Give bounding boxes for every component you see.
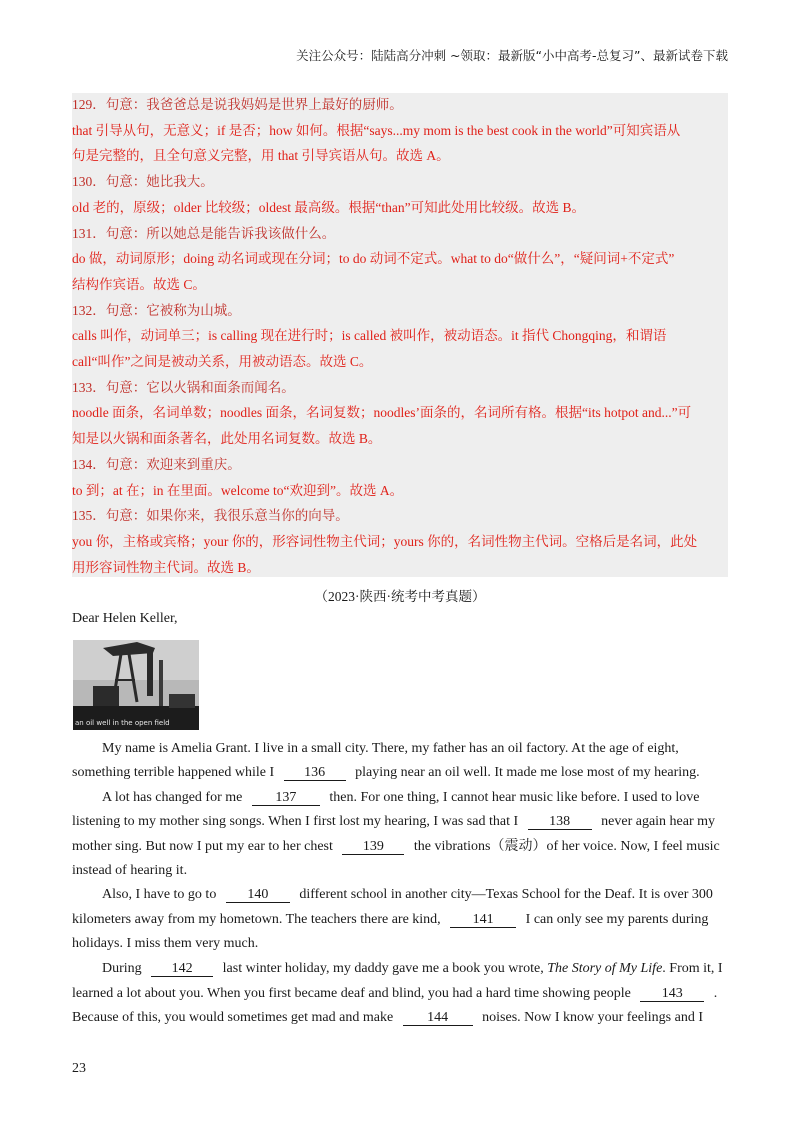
blank-138[interactable]: 138 — [528, 814, 592, 830]
passage-line: learned a lot about you. When you first became deaf and blind, you had a hard time showing people 143 . — [72, 986, 718, 1001]
passage-line: During 142 last winter holiday, my daddy gave me a book you wrote, The Story of My Life. From it, I — [102, 961, 723, 976]
answer-explanation-line: you 你，主格或宾格；your 你的，形容词性物主代词；yours 你的，名词性物主代词。空格后是名词，此处 — [72, 534, 698, 549]
blank-144[interactable]: 144 — [403, 1010, 473, 1026]
passage-line: something terrible happened while I 136 playing near an oil well. It made me lose most of my hearing. — [72, 765, 700, 780]
passage-line: instead of hearing it. — [72, 863, 188, 878]
answer-heading: 132．句意：它被称为山城。 — [72, 303, 241, 318]
page-header: 关注公众号：陆陆高分冲刺 ~领取：最新版“小中高考-总复习”、最新试卷下载 — [296, 48, 728, 63]
blank-143[interactable]: 143 — [640, 986, 704, 1002]
answer-heading: 133．句意：它以火锅和面条而闻名。 — [72, 380, 295, 395]
answer-explanation-line: 结构作宾语。故选 C。 — [72, 277, 206, 292]
answer-explanation-line: 用形容词性物主代词。故选 B。 — [72, 560, 260, 575]
answer-heading: 134．句意：欢迎来到重庆。 — [72, 457, 241, 472]
answer-explanation-line: 知是以火锅和面条著名，此处用名词复数。故选 B。 — [72, 431, 382, 446]
answer-explanation-line: call“叫作”之间是被动关系，用被动语态。故选 C。 — [72, 354, 373, 369]
page-number: 23 — [72, 1061, 86, 1076]
passage-line: mother sing. But now I put my ear to her chest 139 the vibrations（震动）of her voice. Now, I feel music — [72, 839, 720, 854]
photo-caption: an oil well in the open field — [75, 719, 170, 727]
blank-141[interactable]: 141 — [450, 912, 516, 928]
answer-heading: 129．句意：我爸爸总是说我妈妈是世界上最好的厨师。 — [72, 97, 403, 112]
answer-heading: 130．句意：她比我大。 — [72, 174, 214, 189]
passage-line: listening to my mother sing songs. When I first lost my hearing, I was sad that I 138 never again hear my — [72, 814, 716, 829]
answer-heading: 131．句意：所以她总是能告诉我该做什么。 — [72, 226, 336, 241]
passage-line: My name is Amelia Grant. I live in a small city. There, my father has an oil factory. At the age of eight, — [102, 741, 679, 756]
passage-line: A lot has changed for me 137 then. For one thing, I cannot hear music like before. I used to love — [102, 790, 700, 805]
blank-136[interactable]: 136 — [284, 765, 346, 781]
oil-well-photo — [73, 640, 199, 730]
blank-142[interactable]: 142 — [151, 961, 213, 977]
answer-explanation-line: that 引导从句，无意义；if 是否；how 如何。根据“says...my mom is the best cook in the world”可知宾语从 — [72, 123, 681, 138]
answer-explanation-line: old 老的，原级；older 比较级；oldest 最高级。根据“than”可知此处用比较级。故选 B。 — [72, 200, 585, 215]
passage-line: holidays. I miss them very much. — [72, 936, 259, 951]
question-source: （2023·陕西·统考中考真题） — [314, 589, 486, 604]
letter-greeting: Dear Helen Keller, — [72, 611, 178, 626]
answer-explanation-line: 句是完整的，且全句意义完整，用 that 引导宾语从句。故选 A。 — [72, 148, 450, 163]
blank-139[interactable]: 139 — [342, 839, 404, 855]
passage-line: Also, I have to go to 140 different school in another city—Texas School for the Deaf. It is over 300 — [102, 887, 713, 902]
answer-explanation-line: to 到；at 在；in 在里面。welcome to“欢迎到”。故选 A。 — [72, 483, 404, 498]
answer-explanation-line: calls 叫作，动词单三；is calling 现在进行时；is called 被叫作，被动语态。it 指代 Chongqing，和谓语 — [72, 328, 667, 343]
answer-explanation-line: noodle 面条，名词单数；noodles 面条，名词复数；noodles’面条的，名词所有格。根据“its hotpot and...”可 — [72, 405, 692, 420]
answer-heading: 135．句意：如果你来，我很乐意当你的向导。 — [72, 508, 349, 523]
answer-explanation-line: do 做，动词原形；doing 动名词或现在分词；to do 动词不定式。what to do“做什么”，“疑问词+不定式” — [72, 251, 675, 266]
blank-140[interactable]: 140 — [226, 887, 290, 903]
passage-line: kilometers away from my hometown. The teachers there are kind, 141 I can only see my parents during — [72, 912, 709, 927]
blank-137[interactable]: 137 — [252, 790, 320, 806]
oil-well-pumpjack-icon — [73, 640, 199, 730]
book-title: The Story of My Life — [547, 961, 663, 976]
passage-line: Because of this, you would sometimes get mad and make 144 noises. Now I know your feelings and I — [72, 1010, 704, 1025]
